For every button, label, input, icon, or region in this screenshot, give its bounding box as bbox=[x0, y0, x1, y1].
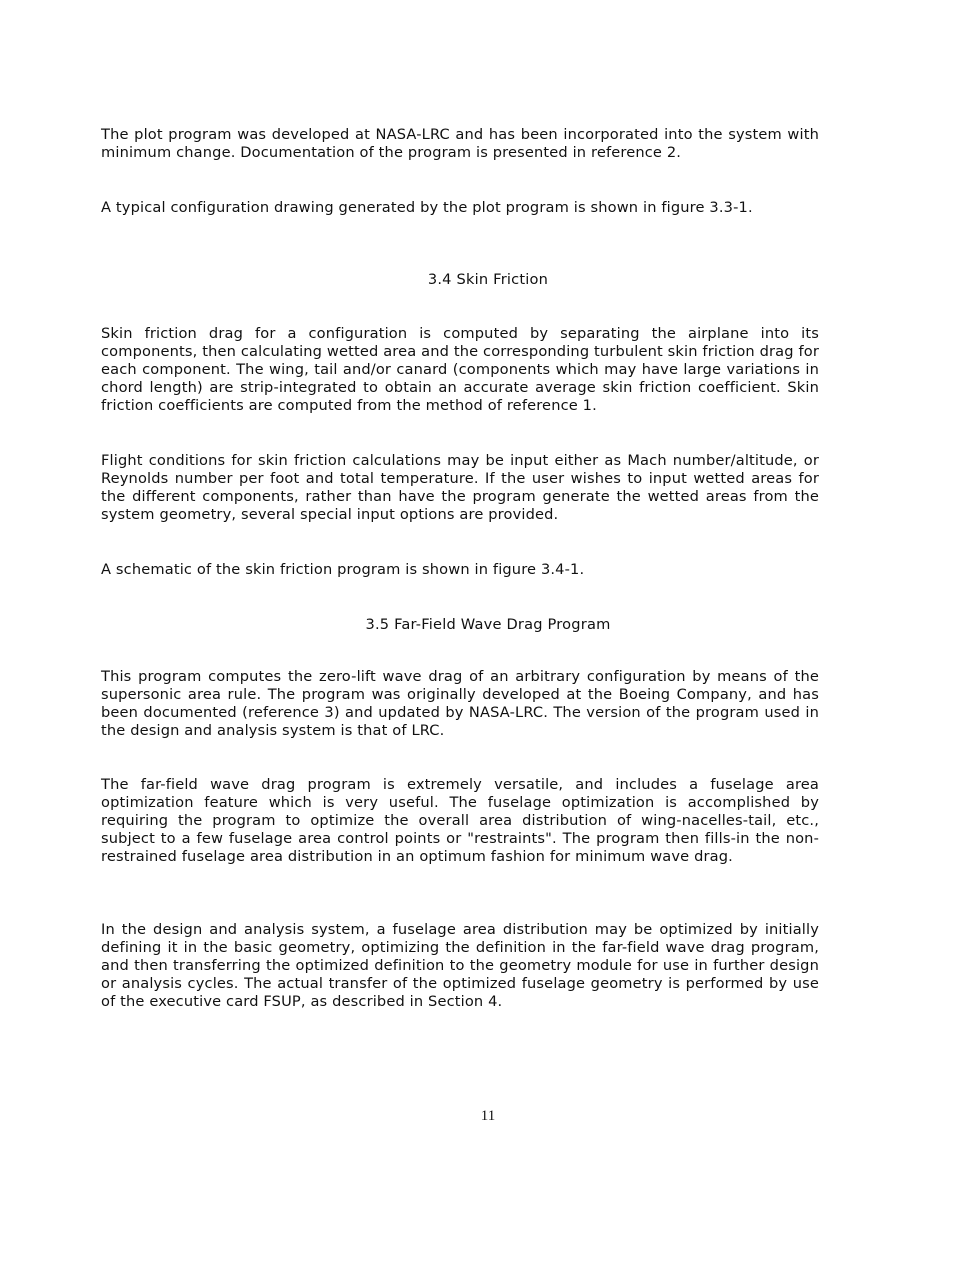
section-heading-far-field-wave-drag: 3.5 Far-Field Wave Drag Program bbox=[365, 616, 611, 633]
paragraph-skin-friction-drag: Skin friction drag for a configuration is computed by separating the airplane into its components, then calculating wetted area and the corresponding turbulent skin friction drag for each component. The wing, tail and/or canard (components which may have large variations in chord length) are strip-integrated to obtain an accurate average skin friction coefficient. Skin friction coefficients are computed from the method of reference 1. bbox=[101, 325, 819, 415]
paragraph-zero-lift-wave-drag: This program computes the zero-lift wave drag of an arbitrary configuration by means of the supersonic area rule. The program was originally developed at the Boeing Company, and has been documented (reference 3) and updated by NASA-LRC. The version of the program used in the design and analysis system is that of LRC. bbox=[101, 668, 819, 740]
paragraph-typical-configuration: A typical configuration drawing generated by the plot program is shown in figure 3.3-1. bbox=[101, 199, 753, 216]
paragraph-far-field-versatile: The far-field wave drag program is extremely versatile, and includes a fuselage area optimization feature which is very useful. The fuselage optimization is accomplished by requiring the program to optimize the overall area distribution of wing-nacelles-tail, etc., subject to a few fuselage area control points or "restraints". The program then fills-in the non-restrained fuselage area distribution in an optimum fashion for minimum wave drag. bbox=[101, 776, 819, 866]
page-number: 11 bbox=[480, 1108, 496, 1124]
section-heading-skin-friction: 3.4 Skin Friction bbox=[427, 271, 549, 288]
paragraph-plot-program: The plot program was developed at NASA-LRC and has been incorporated into the system with minimum change. Documentation of the program is presented in reference 2. bbox=[101, 126, 819, 162]
paragraph-schematic: A schematic of the skin friction program is shown in figure 3.4-1. bbox=[101, 561, 585, 578]
paragraph-flight-conditions: Flight conditions for skin friction calculations may be input either as Mach number/altitude, or Reynolds number per foot and total temperature. If the user wishes to input wetted areas for the different components, rather than have the program generate the wetted areas from the system geometry, several special input options are provided. bbox=[101, 452, 819, 524]
paragraph-design-analysis-system: In the design and analysis system, a fuselage area distribution may be optimized by initially defining it in the basic geometry, optimizing the definition in the far-field wave drag program, and then transferring the optimized definition to the geometry module for use in further design or analysis cycles. The actual transfer of the optimized fuselage geometry is performed by use of the executive card FSUP, as described in Section 4. bbox=[101, 921, 819, 1011]
